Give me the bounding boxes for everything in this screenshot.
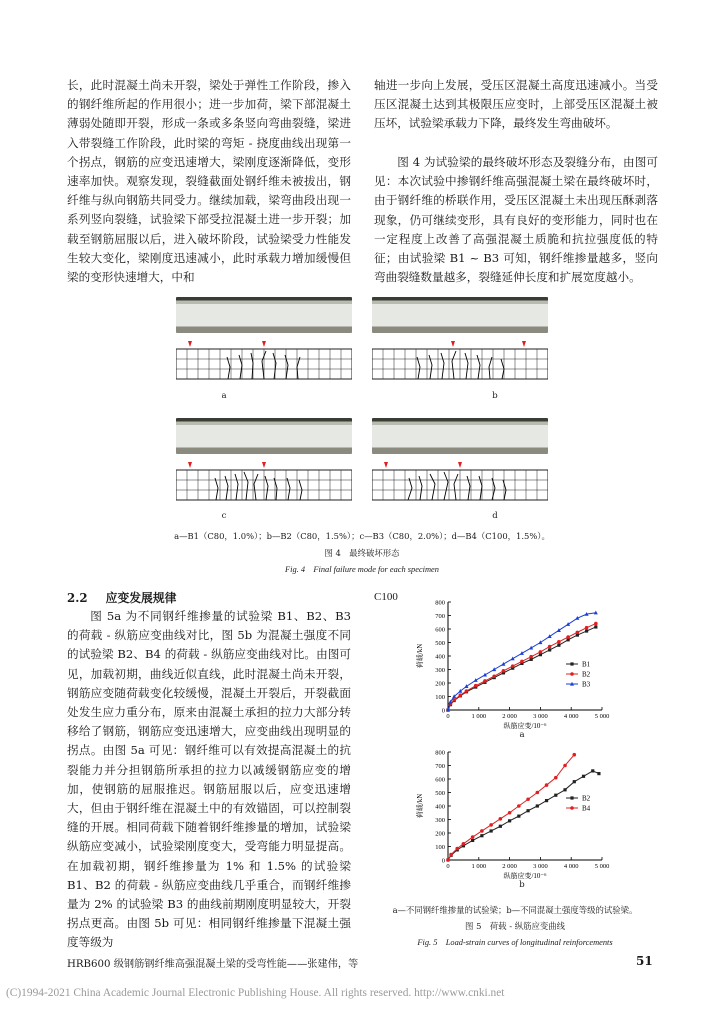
body-paragraph: 长，此时混凝土尚未开裂，梁处于弹性工作阶段，掺入的钢纤维所起的作用很小；进一步加荷，梁下部混凝土薄弱处随即开裂，形成一条或多条竖向弯曲裂缝，梁进入带裂缝工作阶段，此时梁的弯矩 - 挠度曲线出现第一个拐点，钢筋的应变迅速增大，梁刚度逐渐降低，变形速率加快。观察发现，裂缝截面处钢纤维未被拔出，钢纤维与纵向钢筋共同受力。继续加载，梁弯曲段出现一系列竖向裂缝，试验梁下部受拉混凝土进一步开裂；加载至钢筋屈服以后，进入破坏阶段，试验梁受力性能发生较大变化，梁刚度迅速减小，此时承载力增加缓慢但梁的变形快速增大，中和 [67, 78, 351, 285]
data-point [554, 776, 558, 780]
y-tick-label: 200 [435, 680, 445, 688]
subfigure-label-c: c [221, 511, 227, 521]
x-tick-label: 0 [446, 863, 450, 870]
figure-4-legend: a—B1（C80，1.0%）；b—B2（C80，1.5%）；c—B3（C80，2.0%）；d—B4（C100，1.5%）。 [174, 531, 550, 541]
x-tick-label: 5 000 [594, 863, 610, 870]
figure-4-title-en: Fig. 4 Final failure mode for each specimen [285, 565, 439, 574]
y-axis-label: 荷载/kN [416, 643, 424, 669]
y-axis-label: 荷载/kN [416, 793, 424, 819]
legend-marker [570, 796, 573, 799]
y-tick-label: 100 [435, 694, 445, 701]
data-point [554, 794, 557, 797]
legend-label: B2 [582, 670, 591, 679]
data-point [548, 648, 551, 651]
x-tick-label: 4 000 [563, 713, 579, 720]
c100-label: C100 [374, 591, 398, 603]
subfigure-label-b: b [492, 391, 498, 401]
data-point [548, 634, 552, 638]
data-point [480, 829, 484, 833]
y-tick-label: 200 [435, 830, 445, 838]
y-tick-label: 800 [435, 749, 445, 757]
data-point [539, 650, 543, 654]
data-point [502, 669, 506, 673]
y-tick-label: 700 [435, 613, 445, 620]
load-strain-chart-a [410, 592, 622, 740]
x-axis-label: 纵筋应变/10⁻⁶ [503, 872, 547, 880]
data-point [591, 769, 594, 772]
y-tick-label: 500 [435, 640, 445, 647]
data-point [582, 775, 585, 778]
data-point [536, 804, 539, 807]
legend-marker [570, 806, 574, 810]
y-tick-label: 600 [435, 626, 445, 634]
x-tick-label: 1 000 [471, 713, 487, 720]
data-point [597, 772, 600, 775]
y-tick-label: 0 [441, 707, 445, 715]
y-tick-label: 500 [435, 790, 445, 797]
x-tick-label: 3 000 [533, 713, 548, 720]
data-point [489, 823, 493, 827]
x-axis-label: 纵筋应变/10⁻⁶ [503, 722, 547, 730]
data-point [563, 788, 566, 791]
figure-5-legend: a—不同钢纤维掺量的试验梁；b—不同混凝土强度等级的试验梁。 [392, 905, 638, 915]
data-point [536, 791, 540, 795]
data-point [511, 664, 515, 668]
data-point [508, 819, 511, 822]
figure-4-title-cn: 图 4 最终破坏形态 [324, 548, 400, 558]
data-point [566, 635, 570, 639]
crack-grid-c [176, 462, 352, 502]
specimen-photo-a [176, 297, 352, 333]
subfigure-label-5a: a [519, 730, 525, 740]
body-paragraph: 轴进一步向上发展，受压区混凝土高度迅速减小。当受压区混凝土达到其极限压应变时，上部受压区混凝土被压坏，试验梁承载力下降，最终发生弯曲破坏。 [374, 78, 658, 131]
data-point [594, 622, 598, 626]
legend-label: B3 [582, 680, 591, 689]
body-paragraph: 图 4 为试验梁的最终破坏形态及裂缝分布，由图可见：本次试验中掺钢纤维高强混凝土梁在最终破坏时，由于钢纤维的桥联作用，受压区混凝土未出现压酥剥落现象，仍可继续变形，具有良好的变形能力，同时也在一定程度上改善了高强混凝土质脆和抗拉强度低的特征；由试验梁 B1 ~ B3 可知，钢纤维掺量越多，竖向弯曲裂缝数量越多，裂缝延伸长度和扩展宽度越小。 [374, 155, 658, 285]
data-point [538, 640, 542, 644]
data-point [563, 764, 567, 768]
data-point [557, 640, 561, 644]
specimen-photo-c [176, 418, 352, 454]
data-point [508, 811, 512, 815]
data-point [545, 783, 549, 787]
copyright-notice: (C)1994-2021 China Academic Journal Electronic Publishing House. All rights reserved. http://www.cnki.net [6, 987, 505, 999]
x-tick-label: 4 000 [563, 863, 579, 870]
subfigure-label-5b: b [519, 880, 525, 890]
data-point [464, 684, 468, 688]
data-point [471, 839, 474, 842]
legend-marker [570, 672, 574, 676]
subfigure-label-d: d [492, 511, 498, 521]
y-tick-label: 300 [435, 817, 445, 824]
y-tick-label: 300 [435, 667, 445, 674]
data-point [566, 622, 570, 626]
data-point [557, 644, 560, 647]
data-point [483, 679, 487, 683]
data-point [526, 797, 530, 801]
y-tick-label: 600 [435, 776, 445, 784]
section-number: 2.2 [67, 591, 88, 605]
data-point [446, 858, 450, 862]
crack-grid-d [372, 462, 548, 502]
data-point [499, 825, 502, 828]
data-point [585, 629, 588, 632]
data-point [545, 799, 548, 802]
x-tick-label: 3 000 [533, 863, 548, 870]
y-tick-label: 800 [435, 599, 445, 607]
y-tick-label: 0 [441, 857, 445, 865]
legend-label: B4 [582, 804, 591, 813]
data-point [459, 693, 463, 697]
data-point [529, 655, 533, 659]
x-tick-label: 5 000 [594, 713, 610, 720]
data-point [526, 809, 529, 812]
series-line-b2 [448, 771, 599, 860]
page-number: 51 [636, 954, 653, 968]
section-title: 应变发展规律 [105, 591, 177, 605]
y-tick-label: 400 [435, 803, 445, 811]
running-title: HRB600 级钢筋钢纤维高强混凝土梁的受弯性能——张建伟，等 [67, 959, 359, 970]
legend-label: B1 [582, 660, 591, 669]
y-tick-label: 700 [435, 763, 445, 770]
crack-grid-a [176, 341, 352, 381]
data-point [517, 804, 521, 808]
data-point [548, 645, 552, 649]
x-tick-label: 2 000 [502, 713, 517, 720]
legend-label: B2 [582, 794, 591, 803]
data-point [462, 842, 466, 846]
load-strain-chart-b [410, 742, 622, 890]
legend-marker [570, 662, 573, 665]
x-tick-label: 1 000 [471, 863, 487, 870]
data-point [449, 853, 453, 857]
data-point [517, 815, 520, 818]
figure-5-title-en: Fig. 5 Load-strain curves of longitudinal reinforcements [417, 938, 613, 947]
data-point [480, 834, 483, 837]
section-heading [67, 589, 176, 606]
data-point [585, 626, 589, 630]
data-point [490, 829, 493, 832]
figure-5-title-cn: 图 5 荷载 - 纵筋应变曲线 [465, 921, 565, 931]
data-point [492, 674, 496, 678]
body-paragraph: 图 5a 为不同钢纤维掺量的试验梁 B1、B2、B3 的荷载 - 纵筋应变曲线对比，图 5b 为混凝土强度不同的试验梁 B2、B4 的荷载 - 纵筋应变曲线对比。由图可见，加载初期，曲线近似直线，此时混凝土尚未开裂，钢筋应变随荷载变化较缓慢，混凝土开裂后，开裂截面处发生应力重分布，原来由混凝土承担的拉力大部分转移给了钢筋，钢筋应变迅速增大，应变曲线出现明显的拐点。由图 5a 可见：钢纤维可以有效提高混凝土的抗裂能力并分担钢筋所承担的拉力以减缓钢筋应变的增加，使钢筋的屈服推迟。钢筋屈服以后，应变迅速增大，但由于钢纤维在混凝土中的有效锚固，可以控制裂缝的开展。相同荷载下随着钢纤维掺量的增加，试验梁纵筋应变减小，试验梁刚度变大，受弯能力明显提高。在加载初期，钢纤维掺量为 1% 和 1.5% 的试验梁 B1、B2 的荷载 - 纵筋应变曲线几乎重合，而钢纤维掺量为 2% 的试验梁 B3 的曲线前期刚度明显较大，开裂拐点更高。由图 5b 可见：相同钢纤维掺量下混凝土强度等级为 [67, 609, 351, 950]
x-tick-label: 2 000 [502, 863, 517, 870]
crack-grid-b [372, 341, 548, 381]
y-tick-label: 400 [435, 653, 445, 661]
data-point [465, 689, 469, 693]
data-point [471, 835, 475, 839]
data-point [594, 625, 597, 628]
data-point [573, 780, 576, 783]
data-point [557, 628, 561, 632]
y-tick-label: 100 [435, 844, 445, 851]
specimen-photo-d [372, 418, 548, 454]
data-point [474, 684, 478, 688]
data-point [572, 753, 576, 757]
data-point [455, 847, 459, 851]
data-point [576, 631, 580, 635]
subfigure-label-a: a [221, 391, 227, 401]
data-point [499, 817, 503, 821]
specimen-photo-b [372, 297, 548, 333]
series-line-b1 [448, 627, 596, 710]
data-point [520, 660, 524, 664]
x-tick-label: 0 [446, 713, 450, 720]
